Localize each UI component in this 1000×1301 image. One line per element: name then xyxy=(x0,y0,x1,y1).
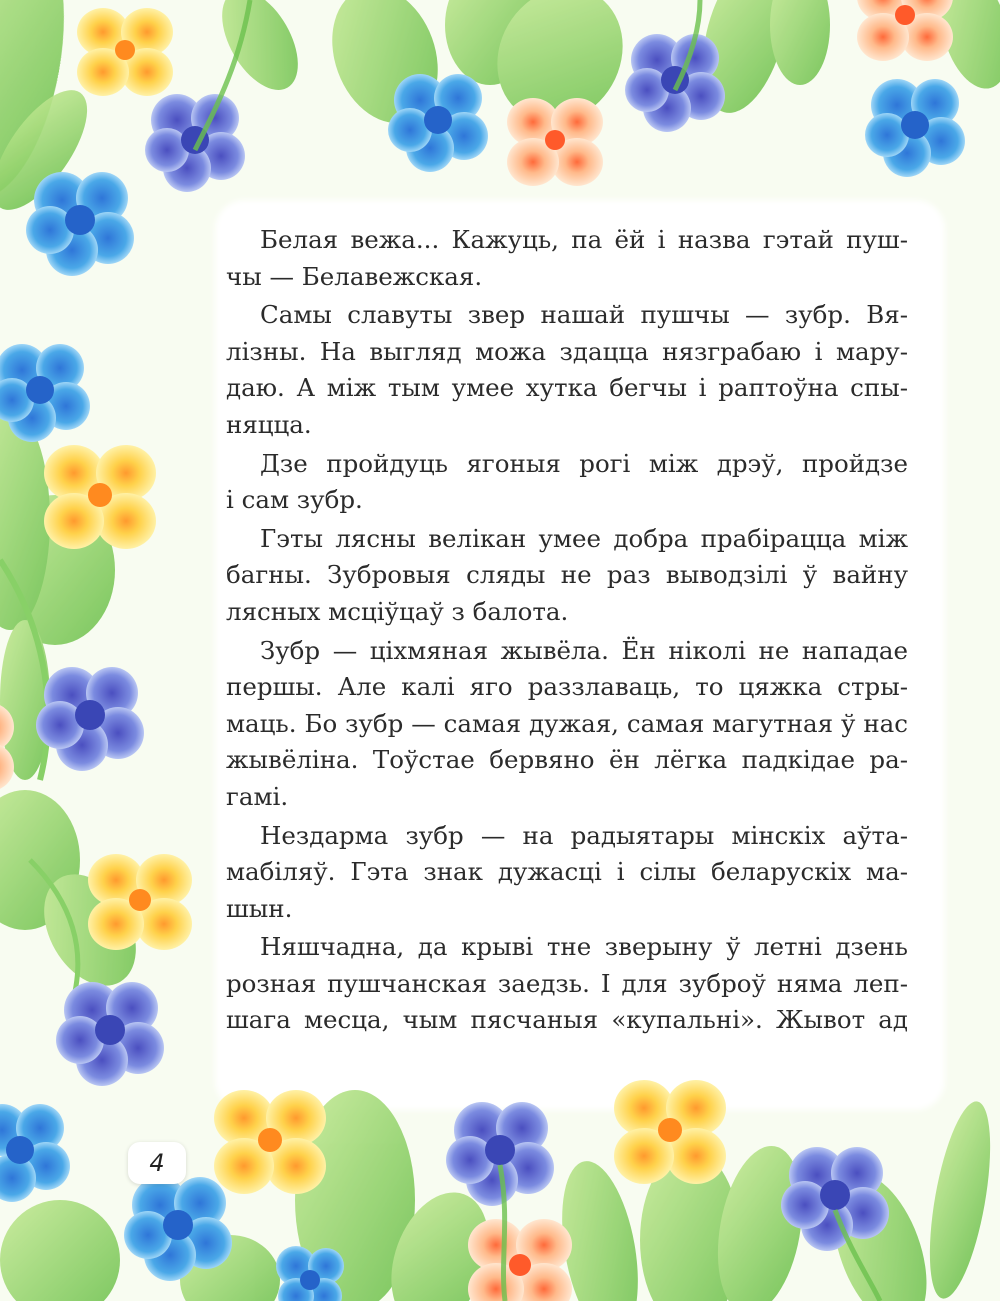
paragraph xyxy=(226,818,908,928)
text-line: лясных мсціўцаў з балота. xyxy=(226,596,569,626)
text-line: Дзе пройдуць ягоныя рогі між дрэў, пройдзе xyxy=(260,448,908,478)
text-line: Няшчадна, да крыві тне зверыну ў летні дзень xyxy=(260,932,908,962)
text-line: мабіляў. Гэта знак дужасці і сілы беларускіх ма- xyxy=(226,857,908,887)
paragraph xyxy=(226,633,908,816)
text-line: маць. Бо зубр — самая дужая, самая магутная ў нас xyxy=(226,708,908,738)
text-line: шага месца, чым пясчаныя «купальні». Жывот ад xyxy=(226,1005,908,1035)
paragraph xyxy=(226,446,908,519)
text-line: Нездарма зубр — на радыятары мінскіх аўта- xyxy=(260,820,908,850)
flower-peach-1 xyxy=(507,98,603,186)
text-line: чы — Белавежская. xyxy=(226,261,483,291)
text-line: першы. Але калі яго раззлаваць, то цяжка стры- xyxy=(226,672,908,702)
text-line: гамі. xyxy=(226,781,289,811)
flower-yellow-4 xyxy=(214,1090,326,1194)
paragraph xyxy=(226,929,908,1039)
text-line: розная пушчанская заедзь. І для зуброў няма леп- xyxy=(226,968,908,998)
text-line: няцца. xyxy=(226,409,312,439)
flower-yellow-2 xyxy=(44,445,156,549)
paragraph xyxy=(226,297,908,443)
flower-yellow-3 xyxy=(88,854,192,950)
text-line: даю. А між тым умее хутка бегчы і раптоўна спы- xyxy=(226,373,908,403)
flower-blue-9 xyxy=(276,1246,344,1301)
text-line: шын. xyxy=(226,893,293,923)
flower-blue-6 xyxy=(0,344,90,442)
flower-yellow-1 xyxy=(77,8,173,96)
text-line: Самы славуты звер нашай пушчы — зубр. Вя- xyxy=(260,300,908,330)
text-line: Белая вежа... Кажуць, па ёй і назва гэтай пуш- xyxy=(260,225,908,254)
text-line: лізны. На выгляд можа здацца нязграбаю і мару- xyxy=(226,336,908,366)
text-line: Зубр — ціхмяная жывёла. Ён ніколі не нападае xyxy=(260,635,908,665)
text-line: жывёліна. Тоўстае бервяно ён лёгка падкідае ра- xyxy=(226,745,908,775)
page-number: 4 xyxy=(128,1142,186,1184)
text-line: і сам зубр. xyxy=(226,485,363,515)
text-line: багны. Зубровыя сляды не раз выводзілі ў вайну xyxy=(226,560,908,590)
paragraph xyxy=(226,521,908,631)
paragraph xyxy=(226,222,908,295)
flower-yellow-5 xyxy=(614,1080,726,1184)
text-block xyxy=(226,222,908,1041)
text-line: Гэты лясны велікан умее добра прабірацца між xyxy=(260,523,908,553)
